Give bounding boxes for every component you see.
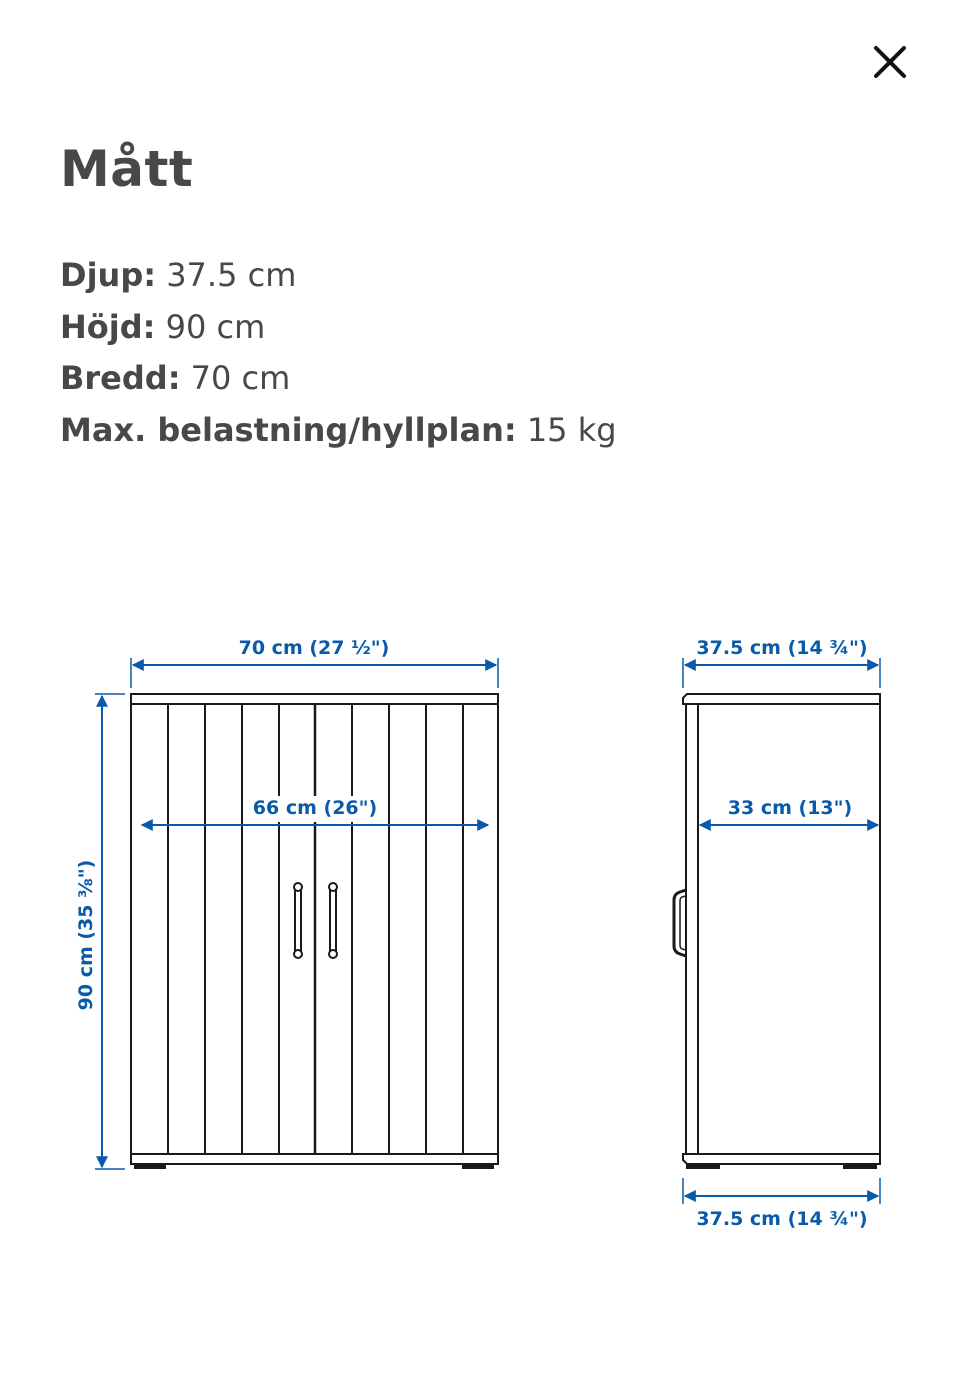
side-inner-depth-label: 33 cm (13"): [727, 797, 853, 819]
close-button[interactable]: [862, 34, 918, 90]
height-dimension: [75, 694, 125, 1169]
front-width-dimension: [131, 637, 498, 688]
dimension-value: 70 cm: [190, 359, 291, 397]
dimension-depth: [60, 250, 617, 302]
inner-width-label: 66 cm (26"): [252, 797, 378, 819]
dimension-width: [60, 353, 617, 405]
side-bottom-depth-dimension: [683, 1178, 880, 1230]
page-title: Mått: [60, 140, 194, 198]
dimensions-list: [60, 250, 617, 456]
dimension-drawing: [0, 600, 960, 1280]
cabinet-front-view: [131, 694, 498, 1169]
side-bottom-depth-label: 37.5 cm (14 ¾"): [696, 1208, 868, 1230]
side-top-depth-label: 37.5 cm (14 ¾"): [696, 637, 868, 659]
dimension-value: 90 cm: [165, 307, 266, 346]
cabinet-side-view: [674, 694, 880, 1169]
close-icon: [872, 44, 908, 80]
dimension-label: Max. belastning/hyllplan:: [60, 410, 517, 449]
dimension-max-load: [60, 405, 617, 457]
side-top-depth-dimension: [683, 637, 880, 688]
dimension-value: 37.5 cm: [166, 256, 297, 294]
dimension-label: Djup:: [60, 256, 157, 294]
dimension-value: 15 kg: [526, 410, 617, 449]
dimension-height: [60, 302, 617, 354]
dimension-label: Bredd:: [60, 359, 181, 397]
height-label: 90 cm (35 ⅜"): [75, 859, 97, 1011]
front-width-label: 70 cm (27 ½"): [238, 637, 390, 659]
dimension-label: Höjd:: [60, 307, 156, 346]
